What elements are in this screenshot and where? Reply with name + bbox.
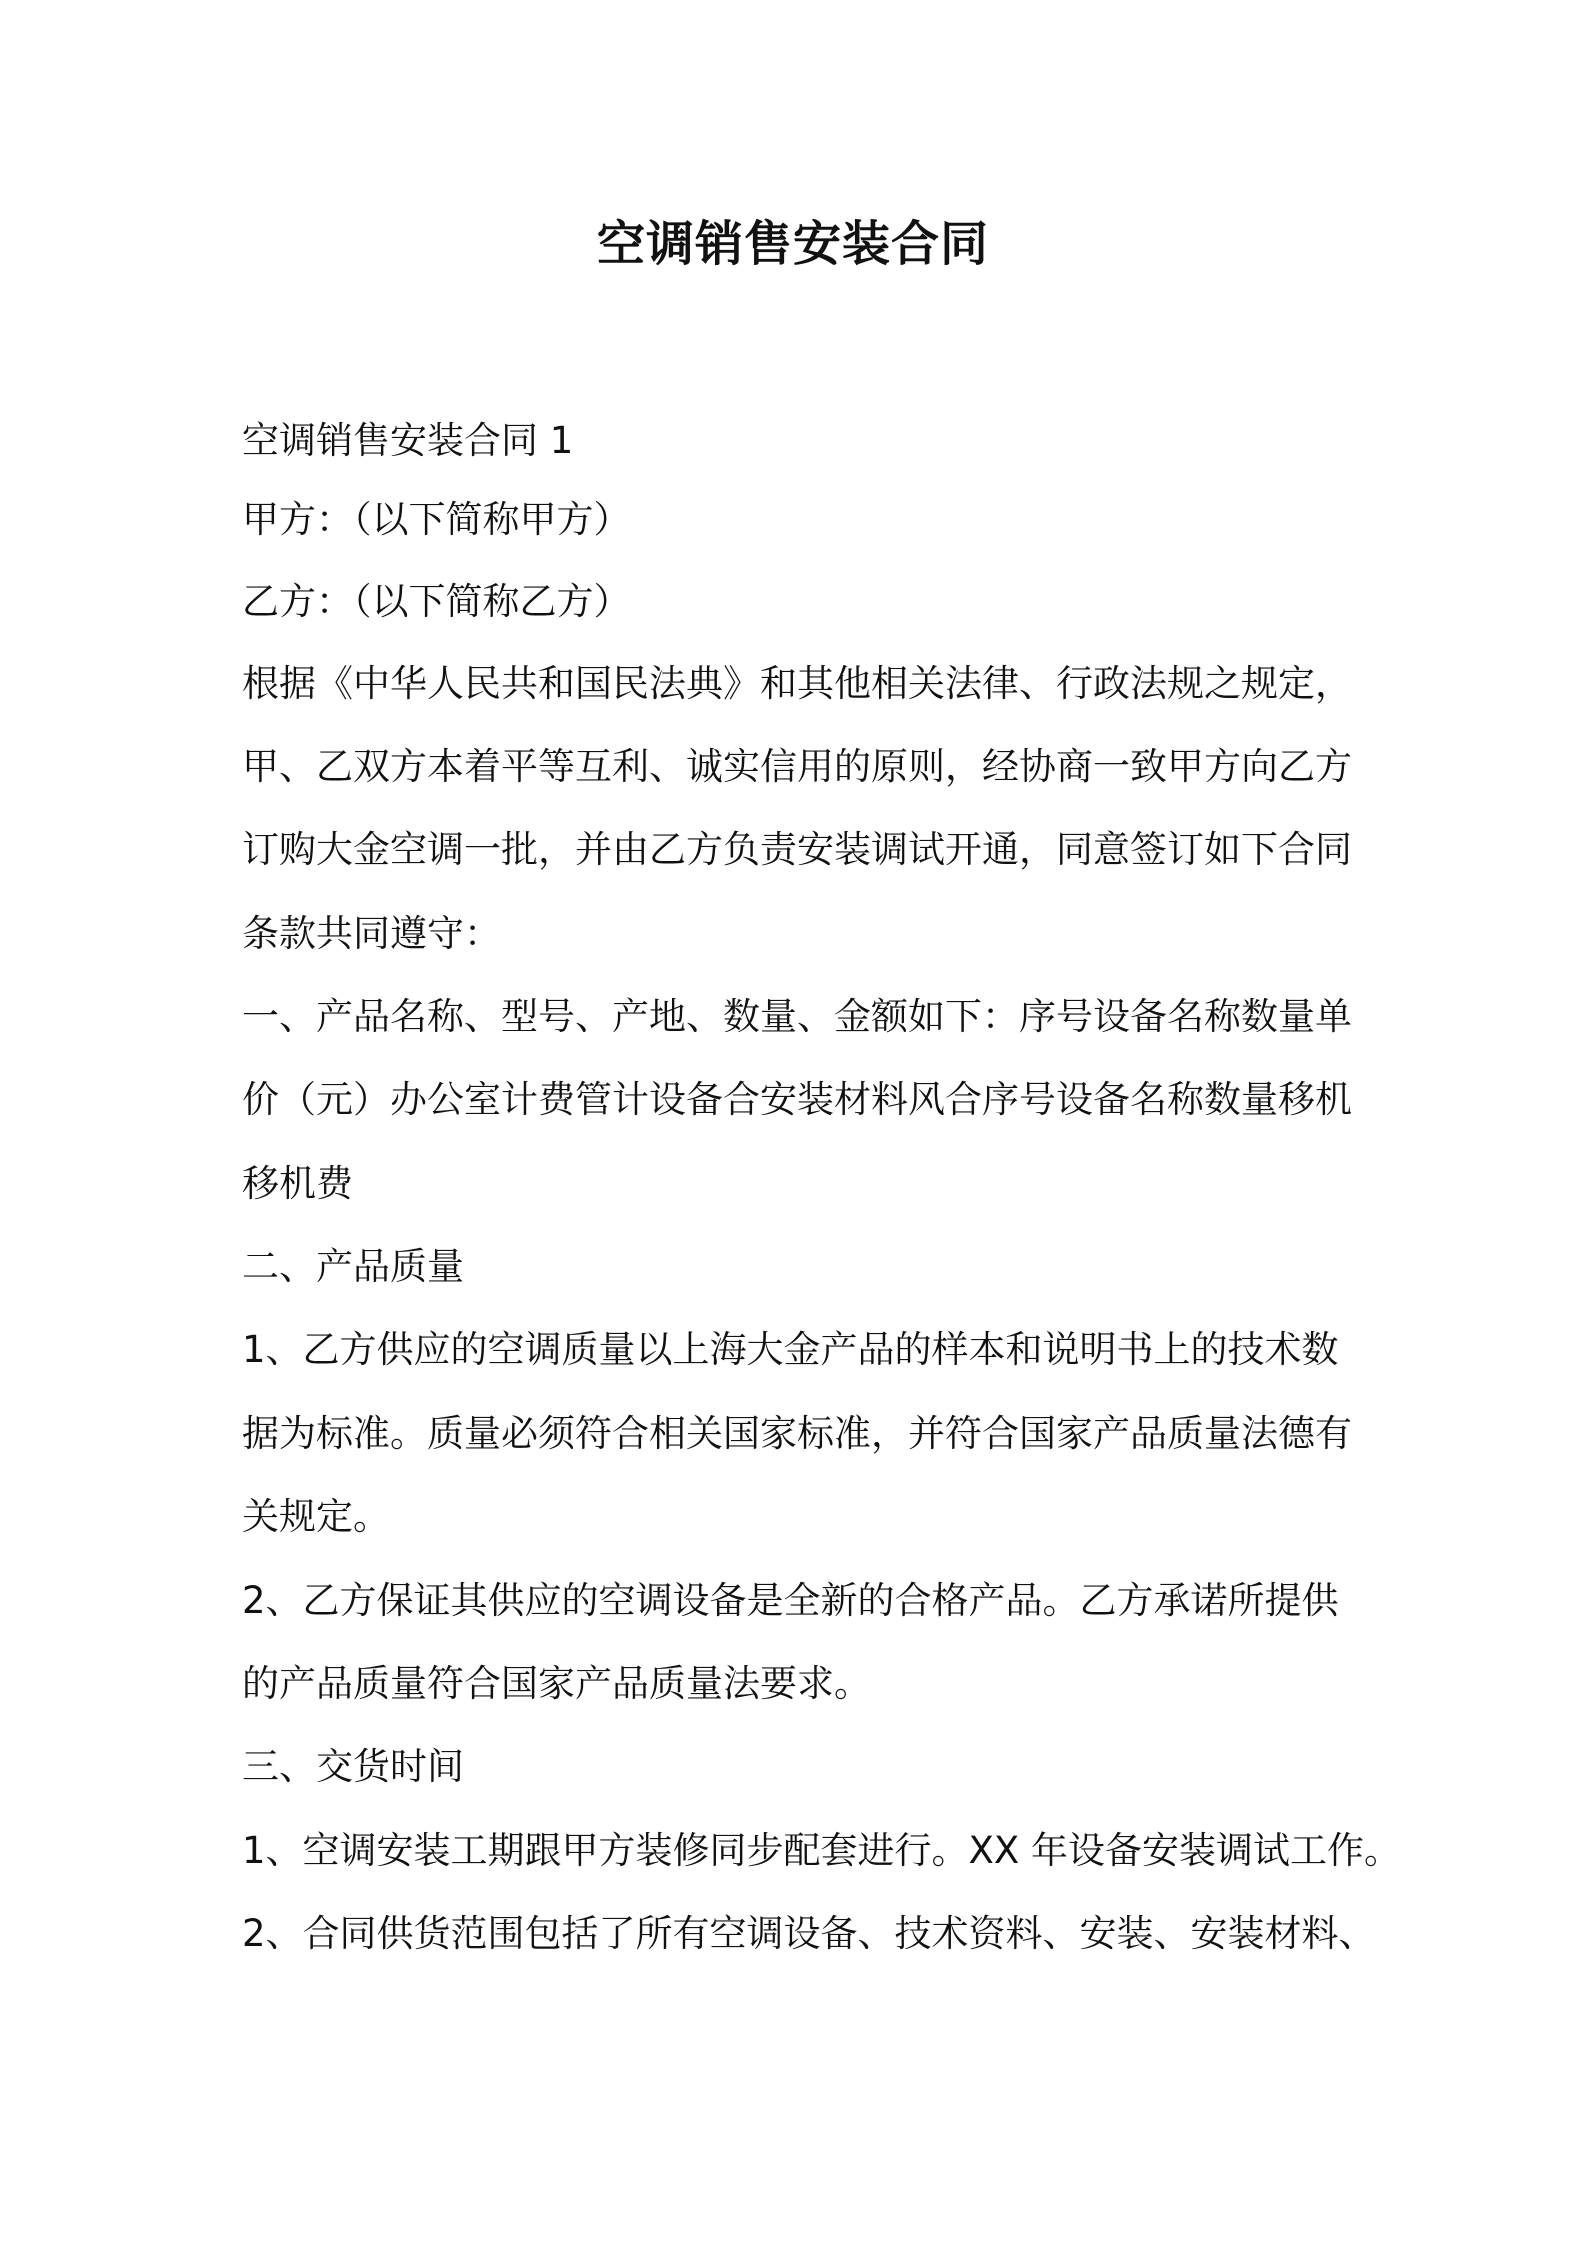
section-heading: 二、产品质量 xyxy=(242,1245,464,1288)
text-line: 1、空调安装工期跟甲方装修同步配套进行。XX 年设备安装调试工作。 xyxy=(242,1829,1401,1872)
text-line: 一、产品名称、型号、产地、数量、金额如下：序号设备名称数量单 xyxy=(242,995,1352,1038)
text-line: 2、乙方保证其供应的空调设备是全新的合格产品。乙方承诺所提供 xyxy=(242,1579,1339,1622)
text-line: 2、合同供货范围包括了所有空调设备、技术资料、安装、安装材料、 xyxy=(242,1912,1376,1955)
section-heading: 三、交货时间 xyxy=(242,1745,464,1788)
text-line: 根据《中华人民共和国民法典》和其他相关法律、行政法规之规定， xyxy=(242,662,1352,705)
text-line: 据为标准。质量必须符合相关国家标准，并符合国家产品质量法德有 xyxy=(242,1412,1352,1455)
text-line: 甲方：（以下简称甲方） xyxy=(242,498,631,541)
document-title: 空调销售安装合同 xyxy=(596,216,989,272)
text-line: 条款共同遵守： xyxy=(242,912,501,955)
text-line: 的产品质量符合国家产品质量法要求。 xyxy=(242,1662,871,1705)
text-line: 订购大金空调一批，并由乙方负责安装调试开通，同意签订如下合同 xyxy=(242,828,1352,871)
text-line: 空调销售安装合同 1 xyxy=(242,419,574,462)
text-line: 1、乙方供应的空调质量以上海大金产品的样本和说明书上的技术数 xyxy=(242,1328,1339,1371)
text-line: 甲、乙双方本着平等互利、诚实信用的原则，经协商一致甲方向乙方 xyxy=(242,745,1352,788)
text-line: 关规定。 xyxy=(242,1495,390,1538)
text-line: 价（元）办公室计费管计设备合安装材料风合序号设备名称数量移机 xyxy=(242,1078,1352,1121)
text-line: 乙方：（以下简称乙方） xyxy=(242,580,631,623)
text-line: 移机费 xyxy=(242,1162,353,1205)
